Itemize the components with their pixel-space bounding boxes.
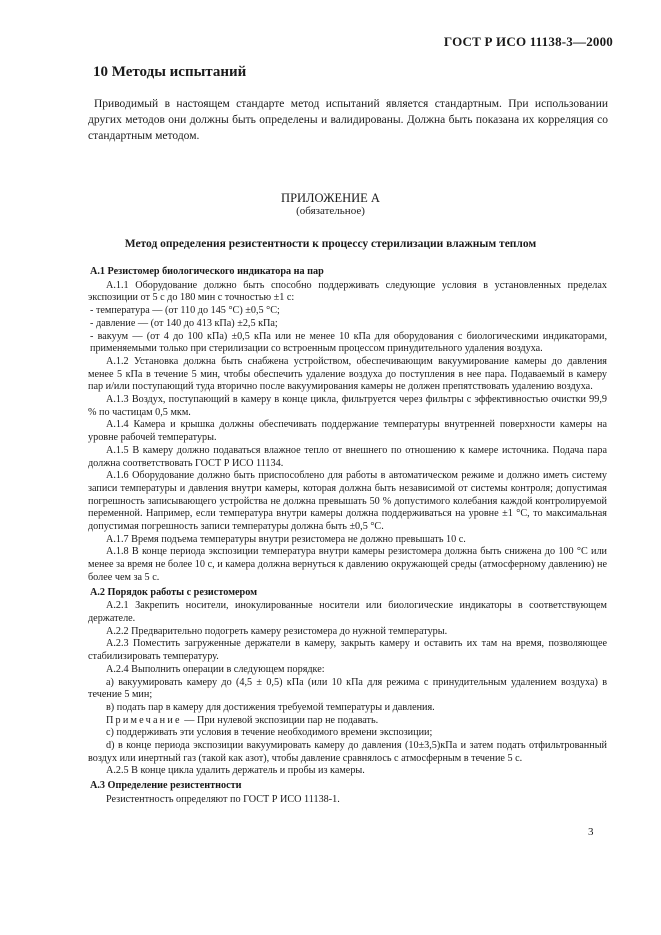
clause-a1-1-temperature: - температура — (от 110 до 145 °С) ±0,5 °С; [90,305,280,317]
clause-a1-6: А.1.6 Оборудование должно быть приспособлено для работы в автоматическом режиме и должно иметь систему записи температуры и давления внутри камеры, которая должна быть независимой от системы контроля; допустимая погрешность записывающего устройства не должна превышать 50 % допустимого колебания каждой контролируемой переменной. Например, если температура внутри камеры должна поддерживаться на уровне ±1 °С, то максимальная допустимая погрешность записи температуры должна быть ±0,5 °С. [88,470,607,533]
standard-header: ГОСТ Р ИСО 11138-3—2000 [443,34,613,49]
clause-a2-1: А.2.1 Закрепить носители, инокулированные носители или биологические индикаторы в соответствующем держателе. [88,600,607,624]
note-text: — При нулевой экспозиции пар не подавать. [181,714,379,726]
clause-a1-1-pressure: - давление — (от 140 до 413 кПа) ±2,5 кПа; [90,317,278,329]
clause-a2-3: А.2.3 Поместить загруженные держатели в камеру, закрыть камеру и оставить их там на время, позволяющее стабилизировать температуру. [88,638,607,663]
clause-a1-4: А.1.4 Камера и крышка должны обеспечивать поддержание температуры внутренней поверхности камеры на уровне рабочей температуры. [88,419,607,444]
appendix-body [88,264,607,807]
clause-a1-5: А.1.5 В камеру должно подаваться влажное тепло от внешнего по отношению к камере источника. Подача пара должна соответствовать ГОСТ Р ИСО 11134. [88,444,607,469]
clause-a1-2: А.1.2 Установка должна быть снабжена устройством, обеспечивающим вакуумирование камеры до давления менее 5 кПа в течение 5 мин, чтобы обеспечить удаление воздуха до поступления в нее пара. Подаваемый в камеру пар и/или поступающий туда вторично после вакуумирования камеры не должен препятствовать удалению воздуха. [88,355,607,393]
clause-a2-4-d: d) в конце периода экспозиции вакуумировать камеру до давления (10±3,5)кПа и затем подать отфильтрованный воздух или инертный газ (такой как азот), чтобы давление сравнялось с атмосферным в течение 5 с. [88,740,607,764]
clause-a3-text: Резистентность определяют по ГОСТ Р ИСО 11138-1. [106,793,340,805]
appendix-subtitle: (обязательное) [296,205,365,217]
subsection-heading-a2: А.2 Порядок работы с резистомером [90,586,258,598]
clause-a1-3: А.1.3 Воздух, поступающий в камеру в конце цикла, фильтруется через фильтры с эффективностью очистки 99,9 % по частицам 0,5 мкм. [88,394,607,418]
note-label: Примечание [106,714,182,726]
clause-a2-4-c: с) поддерживать эти условия в течение необходимого времени экспозиции; [106,727,433,739]
section-title: 10 Методы испытаний [93,64,247,80]
note [88,715,607,728]
clause-a1-7: А.1.7 Время подъема температуры внутри резистомера не должно превышать 10 с. [106,533,466,545]
appendix-title: ПРИЛОЖЕНИЕ А [281,191,380,205]
clause-a1-8: А.1.8 В конце периода экспозиции температура внутри камеры резистомера должна быть снижена до 100 °С или менее за время не более 10 с, и камера должна вернуться к давлению окружающей среды (атмосферному давлению) не более чем за 5 с. [88,546,607,583]
clause-a2-2: А.2.2 Предварительно подогреть камеру резистомера до нужной температуры. [106,625,448,637]
clause-a1-1: А.1.1 Оборудование должно быть способно поддерживать следующие условия в установленных пределах экспозиции от 5 с до 180 мин с точностью ±1 с: [88,279,607,304]
page-number: 3 [588,826,594,838]
subsection-heading-a1: А.1 Резистомер биологического индикатора на пар [90,266,324,277]
method-title: Метод определения резистентности к процессу стерилизации влажным теплом [124,238,537,250]
clause-a2-4: А.2.4 Выполнить операции в следующем порядке: [106,663,325,675]
clause-a2-4-b: в) подать пар в камеру для достижения требуемой температуры и давления. [106,701,435,713]
clause-a2-5: А.2.5 В конце цикла удалить держатель и пробы из камеры. [106,765,365,777]
subsection-heading-a3: А.3 Определение резистентности [90,780,242,792]
clause-a1-1-vacuum: - вакуум — (от 4 до 100 кПа) ±0,5 кПа или не менее 10 кПа для оборудования с биологическими индикаторами, применяемыми только при стерилизации со встроенным процессом принудительного удаления воздуха. [90,330,607,355]
section-intro: Приводимый в настоящем стандарте метод испытаний является стандартным. При использовании других методов они должны быть определены и валидированы. Должна быть показана их корреляция со стандартным методом. [88,98,608,142]
clause-a2-4-a: а) вакуумировать камеру до (4,5 ± 0,5) кПа (или 10 кПа для режима с принудительным удалением воздуха) в течение 5 мин; [88,676,607,701]
